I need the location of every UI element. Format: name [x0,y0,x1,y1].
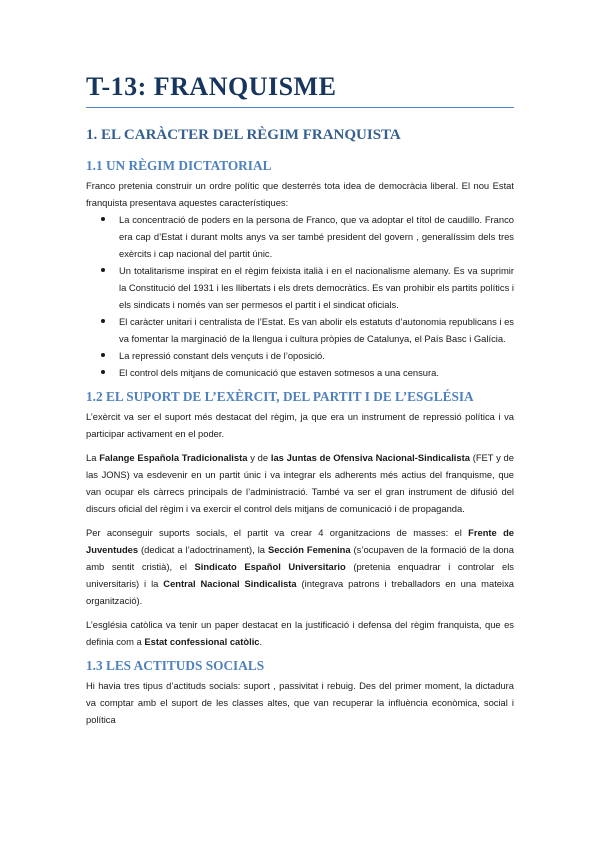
paragraph-army: L’exèrcit va ser el suport més destacat del règim, ja que era un instrument de repressió política i va participar activament en el poder. [86,411,514,439]
bullet-icon [101,217,105,221]
section-heading-1: 1. EL CARÀCTER DEL RÈGIM FRANQUISTA [86,127,401,143]
paragraph-intro: Franco pretenia construir un ordre polític que desterrés tota idea de democràcia liberal. El nou Estat franquista presentava aquestes característiques: [86,180,514,208]
paragraph-church: L’església catòlica va tenir un paper destacat en la justificació i defensa del règim franquista, que es definia com a Estat confessional catòlic. [86,619,514,647]
subsection-heading-1-3: 1.3 LES ACTITUDS SOCIALS [86,658,265,673]
document-title: T-13: FRANQUISME [86,72,514,108]
bullet-icon [101,370,105,374]
list-item: La repressió constant dels vençuts i de l’oposició. [119,347,514,364]
bullet-icon [101,353,105,357]
bullet-icon [101,319,105,323]
subsection-heading-1-2: 1.2 EL SUPORT DE L’EXÈRCIT, DEL PARTIT I DE L’ESGLÉSIA [86,389,474,404]
bullet-icon [101,268,105,272]
paragraph-party: La Falange Española Tradicionalista y de las Juntas de Ofensiva Nacional-Sindicalista (FET y de las JONS) va esdevenir en un partit únic i va integrar els adherents més actius del franquisme, que van ocupar els càrrecs principals de l’administració. També va ser el gran instrument de difusió del discurs oficial del règim i va exercir el control dels mitjans de comunicació i de propaganda. [86,452,514,514]
paragraph-organizations: Per aconseguir suports socials, el partit va crear 4 organitzacions de masses: el Frente de Juventudes (dedicat a l’adoctrinament), la Sección Femenina (s’ocupaven de la formació de la dona amb sentit cristià), el Sindicato Español Universitario (pretenia enquadrar i controlar els universitaris) i la Central Nacional Sindicalista (integrava patrons i treballadors en una mateixa organització). [86,527,515,606]
list-item: Un totalitarisme inspirat en el règim feixista italià i en el nacionalisme alemany. Es va suprimir la Constitució del 1931 i les llibertats i els drets democràtics. Es van prohibir els partits polítics i els sindicats i només van ser permesos el partit i el sindicat oficials. [119,262,514,313]
characteristics-list [86,211,514,381]
subsection-heading-1-1: 1.1 UN RÈGIM DICTATORIAL [86,158,272,173]
list-item: El control dels mitjans de comunicació que estaven sotmesos a una censura. [119,364,514,381]
paragraph-social-attitudes: Hi havia tres tipus d’actituds socials: suport , passivitat i rebuig. Des del primer moment, la dictadura va comptar amb el suport de les classes altes, que van recuperar la influència econòmica, social i política [86,680,514,725]
list-item: La concentració de poders en la persona de Franco, que va adoptar el títol de caudillo. Franco era cap d’Estat i durant molts anys va ser també president del govern , generalíssim dels tres exèrcits i cap nacional del partit únic. [119,211,514,262]
list-item: El caràcter unitari i centralista de l’Estat. Es van abolir els estatuts d’autonomia republicans i es va fomentar la marginació de la llengua i cultura pròpies de Catalunya, el País Basc i Galícia. [119,313,514,347]
